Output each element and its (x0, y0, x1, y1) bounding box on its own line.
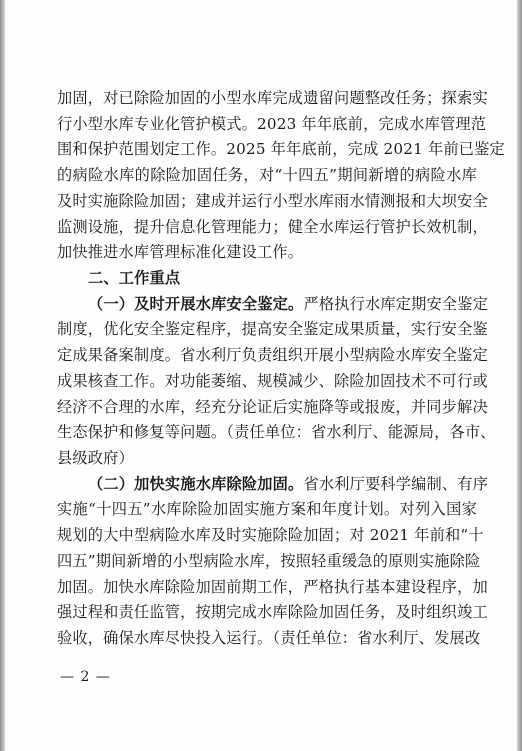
paragraph-line: 监测设施，提升信息化管理能力；健全水库运行管护长效机制， (57, 218, 488, 236)
paragraph-line: 加固，对已除险加固的小型水库完成遗留问题整改任务；探索实 (57, 89, 488, 107)
item1-first-line-rest: 严格执行水库定期安全鉴定 (303, 295, 489, 313)
scan-edge-left (0, 0, 5, 751)
scan-edge-right (517, 0, 522, 751)
item2-first-line (88, 474, 489, 494)
paragraph-line: 成果核查工作。对功能萎缩、规模减少、除险加固技术不可行或 (57, 372, 488, 390)
item2-title: （二）加快实施水库除险加固。 (88, 475, 304, 493)
item1-title: （一）及时开展水库安全鉴定。 (88, 295, 304, 313)
paragraph-line: 加固。加快水库除险加固前期工作，严格执行基本建设程序，加 (57, 578, 488, 596)
paragraph-line: 强过程和责任监管，按期完成水库除险加固任务，及时组织竣工 (57, 603, 488, 621)
paragraph-line: 实施“十四五”水库除险加固实施方案和年度计划。对列入国家 (57, 500, 477, 518)
paragraph-line: 定成果备案制度。省水利厅负责组织开展小型病险水库安全鉴定 (57, 346, 488, 364)
paragraph-line: 及时实施除险加固；建成并运行小型水库雨水情测报和大坝安全 (57, 192, 488, 210)
paragraph-line: 行小型水库专业化管护模式。2023 年年底前，完成水库管理范 (57, 115, 487, 133)
paragraph-line: 加快推进水库管理标准化建设工作。 (57, 243, 304, 261)
paragraph-line: 制度，优化安全鉴定程序，提高安全鉴定成果质量，实行安全鉴 (57, 320, 488, 338)
paragraph-line: 四五”期间新增的小型病险水库，按照轻重缓急的原则实施除险 (57, 552, 481, 570)
section-heading: 二、工作重点 (88, 269, 181, 287)
paragraph-line: 经济不合理的水库，经充分论证后实施降等或报废，并同步解决 (57, 398, 488, 416)
paragraph-line: 验收，确保水库尽快投入运行。（责任单位：省水利厅、发展改 (57, 629, 481, 647)
paragraph-line: 围和保护范围划定工作。2025 年年底前，完成 2021 年前已鉴定 (57, 140, 505, 158)
item1-first-line (88, 294, 489, 314)
paragraph-line: 的病险水库的除险加固任务，对“十四五”期间新增的病险水库 (57, 166, 477, 184)
paragraph-line: 县级政府） (57, 449, 134, 467)
item2-first-line-rest: 省水利厅要科学编制、有序 (303, 475, 489, 493)
page-number: — 2 — (60, 669, 111, 685)
paragraph-line: 规划的大中型病险水库及时实施除险加固；对 2021 年前和“十 (57, 526, 484, 544)
paragraph-line: 生态保护和修复等问题。（责任单位：省水利厅、能源局，各市、 (57, 423, 496, 441)
